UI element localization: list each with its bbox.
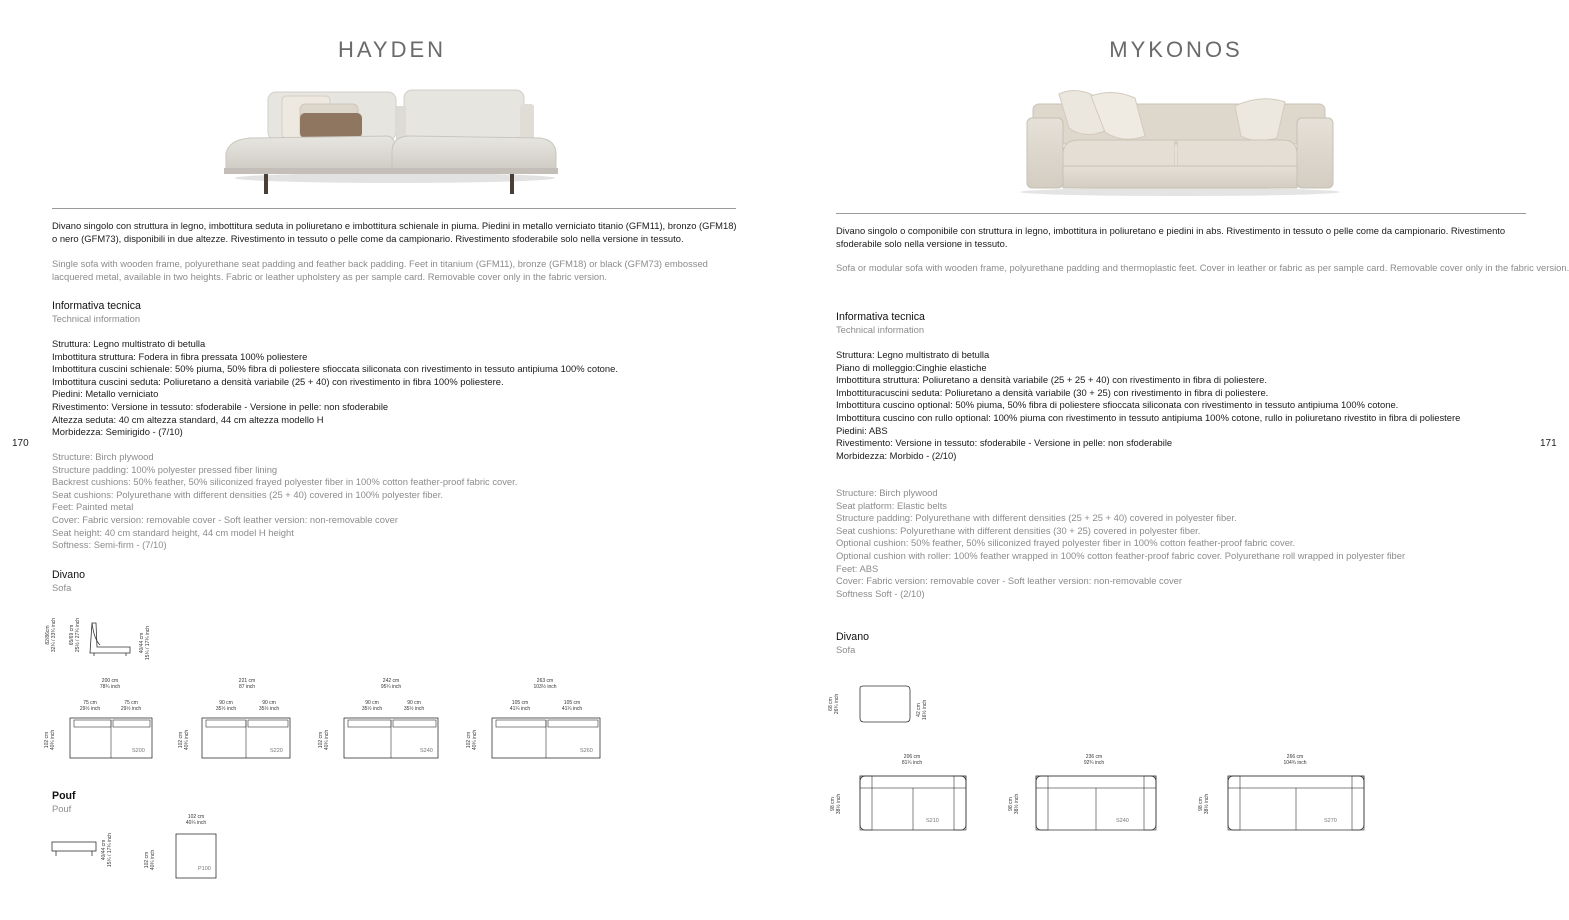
model-code: S240 bbox=[420, 748, 433, 754]
list-item: Structure padding: 100% polyester pressed fiber lining bbox=[52, 463, 278, 475]
list-item: Feet: Painted metal bbox=[52, 501, 134, 513]
list-item: Morbidezza: Morbido - (2/10) bbox=[836, 449, 957, 461]
list-item: Imbottitura struttura: Poliuretano a densità variabile (25 + 25 + 40) con rivestimento in fibra di poliestere. bbox=[836, 374, 1267, 386]
hayden-sofa-subheading: Sofa bbox=[52, 582, 72, 593]
list-item: Imbottituracuscini seduta: Poliuretano a densità variabile (30 + 25) con rivestimento in fibra di poliestere. bbox=[836, 386, 1269, 398]
dimension-label: 242 cm 95¼ inch bbox=[380, 678, 402, 690]
dimension-label: 206 cm 81¼ inch bbox=[901, 754, 923, 766]
hayden-pouf-heading: Pouf bbox=[52, 790, 76, 802]
dimension-label: 221 cm 87 inch bbox=[238, 678, 256, 690]
model-code: P100 bbox=[198, 866, 211, 872]
list-item: Seat cushions: Polyurethane with different densities (25 + 40) covered in 100% polyester fiber. bbox=[52, 488, 443, 500]
mykonos-description-en: Sofa or modular sofa with wooden frame, polyurethane padding and thermoplastic feet. Cover in leather or fabric as per sample card. Removable cover only in the fabric version. bbox=[836, 262, 1569, 273]
dimension-label: 236 cm 92¾ inch bbox=[1083, 754, 1105, 766]
dimension-label: 105 cm 41¼ inch bbox=[509, 700, 531, 712]
list-item: Backrest cushions: 50% feather, 50% siliconized frayed polyester fiber in 100% cotton feather-proof fabric cover. bbox=[52, 476, 518, 488]
mykonos-title: MYKONOS bbox=[1109, 37, 1243, 62]
dimension-label: 90 cm 35½ inch bbox=[361, 700, 383, 712]
dimension-label: 98 cm 38½ inch bbox=[830, 793, 843, 815]
dimension-label: 102 cm 40¼ inch bbox=[318, 729, 331, 751]
dimension-label: 102 cm 40¼ inch bbox=[178, 729, 191, 751]
list-item: Structure: Birch plywood bbox=[52, 451, 154, 462]
hayden-pouf-subheading: Pouf bbox=[52, 803, 72, 814]
list-item: Piedini: Metallo verniciato bbox=[52, 388, 159, 400]
page-number-left: 170 bbox=[12, 438, 29, 449]
mykonos-side-view bbox=[828, 682, 944, 727]
list-item: Softness: Semi-firm - (7/10) bbox=[52, 539, 167, 551]
list-item: Imbottitura cuscini schienale: 50% piuma, 50% fibra di poliestere sfioccata siliconata con rivestimento in tessuto antipiuma 100% cotone. bbox=[52, 363, 618, 375]
model-code: S210 bbox=[926, 818, 939, 824]
list-item: Struttura: Legno multistrato di betulla bbox=[836, 349, 990, 360]
list-item: Piedini: ABS bbox=[836, 424, 888, 436]
dimension-label: 102 cm 40¼ inch bbox=[185, 814, 207, 826]
dimension-label: 102 cm 40¼ inch bbox=[144, 849, 157, 871]
list-item: Piano di molleggio:Cinghie elastiche bbox=[836, 361, 987, 373]
dimension-label: 75 cm 29½ inch bbox=[79, 700, 101, 712]
page-number-right: 171 bbox=[1540, 438, 1557, 449]
list-item: Softness Soft - (2/10) bbox=[836, 587, 925, 599]
list-item: Structure: Birch plywood bbox=[836, 487, 938, 498]
hayden-tech-subheading: Technical information bbox=[52, 313, 141, 324]
dimension-label: 98 cm 38½ inch bbox=[1198, 793, 1211, 815]
dimension-label: 90 cm 35½ inch bbox=[215, 700, 237, 712]
model-code: S270 bbox=[1324, 818, 1337, 824]
mykonos-tech-list-en bbox=[836, 487, 1405, 600]
model-code: S260 bbox=[580, 748, 593, 754]
dimension-label: 105 cm 41¼ inch bbox=[561, 700, 583, 712]
list-item: Seat platform: Elastic belts bbox=[836, 499, 947, 511]
hayden-side-view bbox=[45, 615, 160, 665]
list-item: Seat height: 40 cm standard height, 44 cm model H height bbox=[52, 526, 294, 538]
dimension-label: 98 cm 38½ inch bbox=[1008, 793, 1021, 815]
dimension-label: 200 cm 78¾ inch bbox=[99, 678, 121, 690]
list-item: Rivestimento: Versione in tessuto: sfoderabile - Versione in pelle: non sfoderabile bbox=[836, 437, 1173, 449]
hayden-plan-s220 bbox=[178, 678, 297, 763]
mykonos-tech-list-it bbox=[836, 349, 1460, 462]
dimension-label: 42 cm 16½ inch bbox=[916, 699, 929, 721]
dimension-label: 68 cm 26¾ inch bbox=[828, 693, 841, 715]
dimension-label: 266 cm 104¾ inch bbox=[1283, 754, 1307, 766]
list-item: Imbottitura cuscino optional: 50% piuma, 50% fibra di poliestere sfioccata siliconata con rivestimento in tessuto antipiuma 100% cotone. bbox=[836, 399, 1399, 411]
hayden-sofa-heading: Divano bbox=[52, 569, 85, 581]
hayden-description-it: Divano singolo con struttura in legno, imbottitura seduta in poliuretano e imbottitura schienale in piuma. Piedini in metallo verniciato titanio (GFM11), bronzo (GFM18) o nero (GFM73), disponibili in due altezze. Rivestimento in tessuto o pelle come da campionario. Rivestimento sfoderabile solo nella versione in tessuto. bbox=[52, 220, 737, 244]
dimension-label: 40/44 cm 15¾ / 17¼ inch bbox=[139, 625, 152, 661]
list-item: Optional cushion: 50% feather, 50% siliconized frayed polyester fiber in 100% cotton feather-proof fabric cover. bbox=[836, 537, 1296, 549]
mykonos-tech-subheading: Technical information bbox=[836, 324, 925, 335]
mykonos-divider bbox=[836, 213, 1526, 214]
list-item: Morbidezza: Semirigido - (7/10) bbox=[52, 426, 183, 438]
hayden-pouf-plan bbox=[144, 814, 230, 884]
list-item: Imbottitura cuscini seduta: Poliuretano a densità variabile (25 + 40) con rivestimento in fibra 100% poliestere. bbox=[52, 375, 504, 387]
list-item: Altezza seduta: 40 cm altezza standard, 44 cm altezza modello H bbox=[52, 413, 324, 425]
model-code: S240 bbox=[1116, 818, 1129, 824]
hayden-sofa-image bbox=[220, 82, 570, 202]
list-item: Optional cushion with roller: 100% feather wrapped in 100% cotton feather-proof fabric cover. Polyurethane roll wrapped in polyester fiber bbox=[836, 549, 1406, 561]
dimension-label: 65/69 cm 25½ / 27¼ inch bbox=[69, 617, 82, 653]
hayden-description-en: Single sofa with wooden frame, polyurethane seat padding and feather back padding. Feet in titanium (GFM11), bronze (GFM18) or black (GFM73) embossed lacquered metal, available in two heights. Fabric or leather upholstery as per sample card. Removable cover only in the fabric version. bbox=[52, 258, 708, 282]
dimension-label: 263 cm 103½ inch bbox=[533, 678, 557, 690]
list-item: Struttura: Legno multistrato di betulla bbox=[52, 338, 206, 349]
dimension-label: 40/44 cm 15¾ / 17¼ inch bbox=[101, 832, 114, 868]
hayden-plan-s260 bbox=[466, 678, 605, 763]
model-code: S200 bbox=[132, 748, 145, 754]
hayden-tech-heading: Informativa tecnica bbox=[52, 300, 141, 312]
dimension-label: 90 cm 35½ inch bbox=[403, 700, 425, 712]
mykonos-plan-s240 bbox=[1008, 754, 1162, 834]
hayden-tech-list-en bbox=[52, 451, 517, 552]
mykonos-plan-s270 bbox=[1198, 754, 1372, 834]
model-code: S220 bbox=[270, 748, 283, 754]
hayden-plan-s200 bbox=[44, 678, 158, 763]
hayden-pouf-side bbox=[50, 830, 130, 870]
dimension-label: 75 cm 29½ inch bbox=[120, 700, 142, 712]
hayden-plan-s240 bbox=[318, 678, 442, 763]
list-item: Imbottitura struttura: Fodera in fibra pressata 100% poliestere bbox=[52, 350, 308, 362]
hayden-title: HAYDEN bbox=[337, 37, 447, 62]
dimension-label: 102 cm 40¼ inch bbox=[44, 729, 57, 751]
mykonos-plan-s210 bbox=[830, 754, 974, 834]
list-item: Seat cushions: Polyurethane with different densities (30 + 25) covered in polyester fiber. bbox=[836, 524, 1201, 536]
list-item: Rivestimento: Versione in tessuto: sfoderabile - Versione in pelle: non sfoderabile bbox=[52, 400, 389, 412]
hayden-tech-list-it bbox=[52, 338, 618, 439]
mykonos-description-it: Divano singolo o componibile con struttura in legno, imbottitura in poliuretano e piedini in abs. Rivestimento in tessuto o pelle come da campionario. Rivestimento sfoderabile solo nella versione in tessuto. bbox=[836, 225, 1506, 249]
mykonos-sofa-heading: Divano bbox=[836, 631, 869, 643]
mykonos-sofa-image bbox=[1015, 82, 1345, 198]
list-item: Structure padding: Polyurethane with different densities (25 + 25 + 40) covered in polyester fiber. bbox=[836, 512, 1237, 524]
mykonos-tech-heading: Informativa tecnica bbox=[836, 311, 925, 323]
list-item: Imbottitura cuscino con rullo optional: 100% piuma con rivestimento in tessuto antipiuma 100% cotone, rullo in poliuretano rivestito in fibra di poliestere bbox=[836, 411, 1461, 423]
list-item: Cover: Fabric version: removable cover - Soft leather version: non-removable cover bbox=[836, 575, 1182, 587]
hayden-divider bbox=[52, 208, 736, 209]
list-item: Feet: ABS bbox=[836, 562, 879, 574]
mykonos-sofa-subheading: Sofa bbox=[836, 644, 856, 655]
dimension-label: 102 cm 40¼ inch bbox=[466, 729, 479, 751]
list-item: Cover: Fabric version: removable cover - Soft leather version: non-removable cover bbox=[52, 513, 398, 525]
dimension-label: 90 cm 35½ inch bbox=[258, 700, 280, 712]
dimension-label: 82/86cm 32¼ / 33¾ inch bbox=[45, 617, 58, 653]
